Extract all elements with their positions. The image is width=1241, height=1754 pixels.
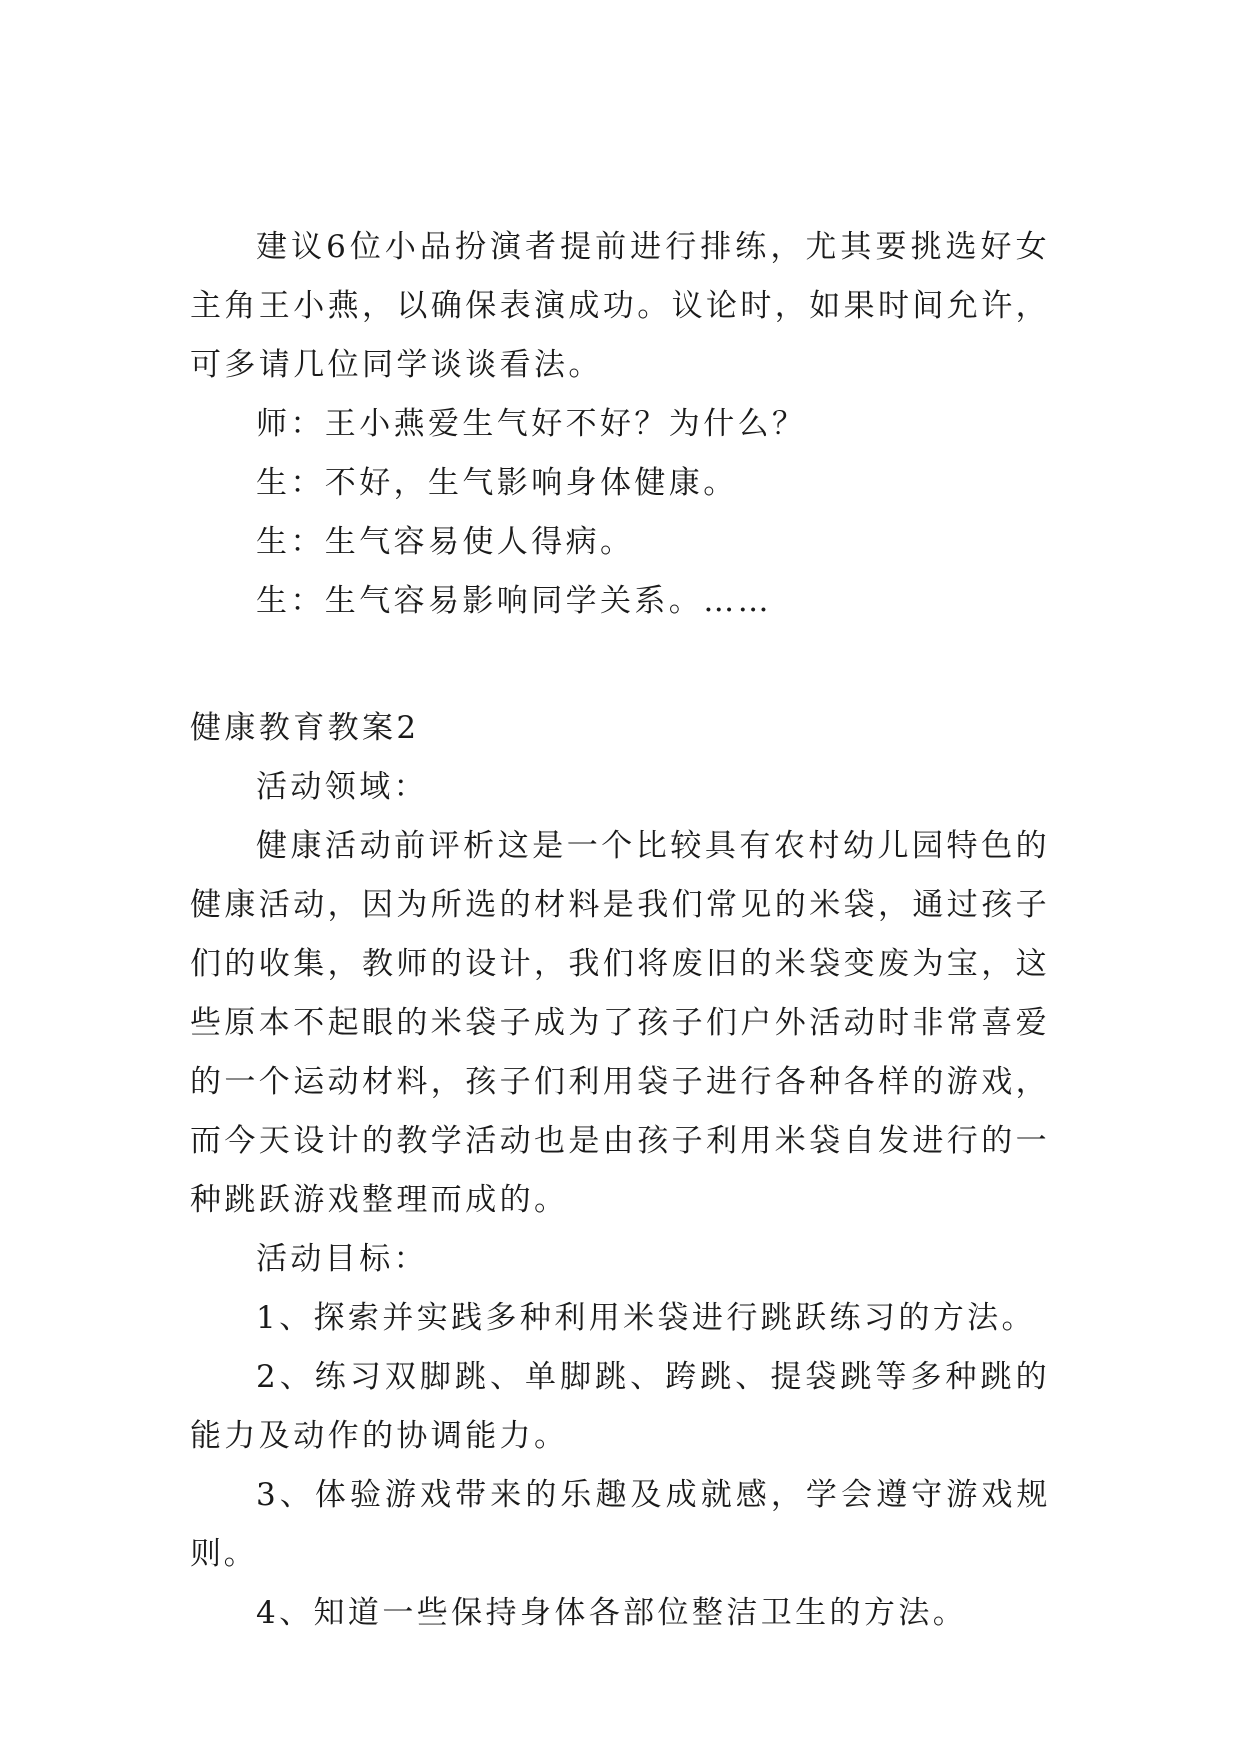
paragraph-rehearsal-advice: 建议6位小品扮演者提前进行排练，尤其要挑选好女主角王小燕，以确保表演成功。议论时，如果时间允许，可多请几位同学谈谈看法。 — [190, 229, 1050, 383]
paragraph-goal-2: 2、练习双脚跳、单脚跳、跨跳、提袋跳等多种跳的能力及动作的协调能力。 — [190, 1359, 1050, 1454]
paragraph-activity-goals-heading: 活动目标： — [256, 1241, 428, 1277]
paragraph-activity-domain: 活动领域： — [256, 769, 428, 805]
paragraph-goal-1: 1、探索并实践多种利用米袋进行跳跃练习的方法。 — [256, 1300, 1036, 1336]
paragraph-activity-analysis: 健康活动前评析这是一个比较具有农村幼儿园特色的健康活动，因为所选的材料是我们常见的米袋，通过孩子们的收集，教师的设计，我们将废旧的米袋变废为宝，这些原本不起眼的米袋子成为了孩子们户外活动时非常喜爱的一个运动材料，孩子们利用袋子进行各种各样的游戏，而今天设计的教学活动也是由孩子利用米袋自发进行的一种跳跃游戏整理而成的。 — [190, 828, 1050, 1218]
section-title: 健康教育教案2 — [190, 710, 420, 746]
document-body — [190, 218, 1050, 1643]
paragraph-student-answer-3: 生：生气容易影响同学关系。…… — [256, 583, 772, 619]
paragraph-goal-3: 3、体验游戏带来的乐趣及成就感，学会遵守游戏规则。 — [190, 1477, 1050, 1572]
paragraph-student-answer-1: 生：不好，生气影响身体健康。 — [256, 465, 738, 501]
paragraph-student-answer-2: 生：生气容易使人得病。 — [256, 524, 635, 560]
paragraph-goal-4: 4、知道一些保持身体各部位整洁卫生的方法。 — [256, 1595, 968, 1631]
paragraph-teacher-question: 师：王小燕爱生气好不好？为什么？ — [256, 406, 807, 442]
